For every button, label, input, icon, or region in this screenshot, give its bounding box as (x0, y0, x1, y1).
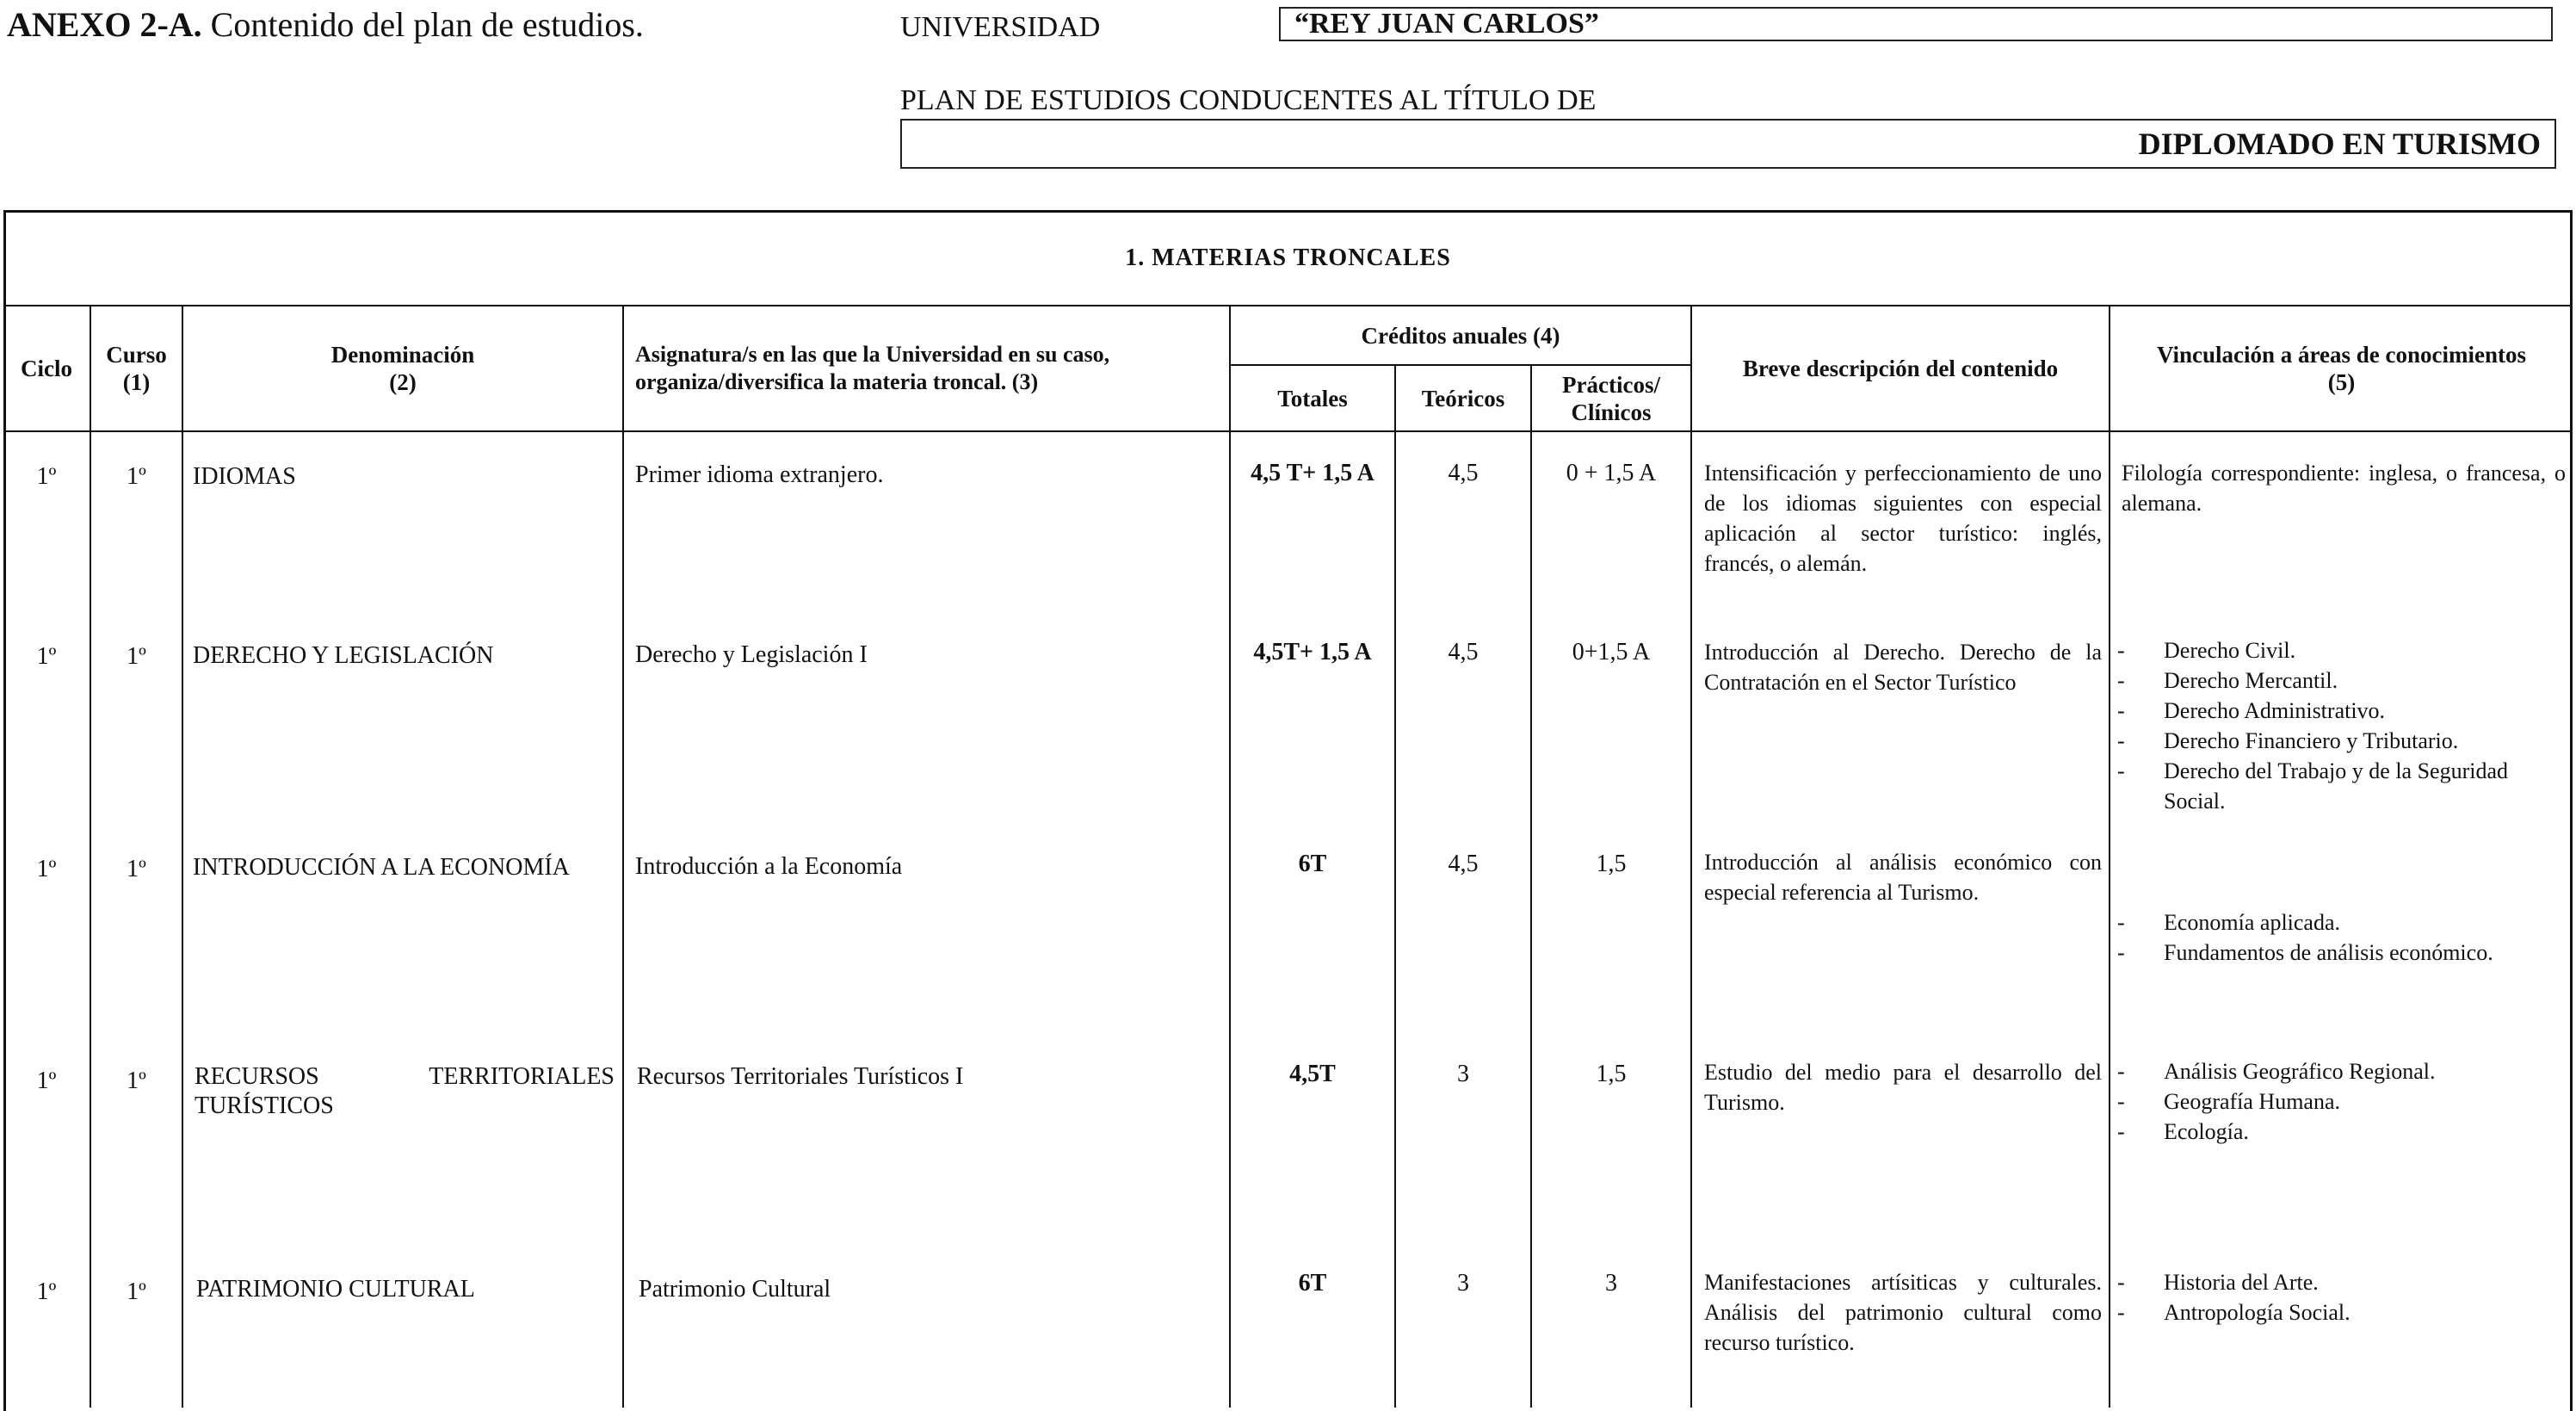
list-item: - Fundamentos de análisis económico. (2114, 938, 2570, 968)
list-item: - Antropología Social. (2114, 1297, 2570, 1327)
cell-vinculacion (2114, 1056, 2570, 1147)
cell-descripcion: Manifestaciones artísiticas y culturales. Análisis del patrimonio cultural como recurso turístico. (1704, 1270, 2102, 1355)
column-divider (182, 305, 183, 1408)
university-label: UNIVERSIDAD (900, 11, 1101, 43)
cell-denominacion: DERECHO Y LEGISLACIÓN (193, 642, 494, 669)
column-divider (1530, 364, 1532, 1408)
col-header-practicos: Prácticos/ Clínicos (1562, 371, 1660, 425)
list-item: - Derecho del Trabajo y de la Seguridad Social. (2114, 756, 2570, 816)
university-name: “REY JUAN CARLOS” (1279, 7, 2553, 41)
cell-ciclo: 1º (36, 1278, 57, 1305)
cell-denominacion: PATRIMONIO CULTURAL (196, 1276, 475, 1303)
cell-practicos: 1,5 (1596, 1061, 1627, 1087)
cell-curso: 1º (127, 1278, 146, 1305)
cell-asignatura: Patrimonio Cultural (639, 1276, 831, 1303)
cell-totales: 6T (1298, 851, 1327, 877)
column-divider (1394, 364, 1396, 1408)
list-item: - Historia del Arte. (2114, 1267, 2570, 1297)
cell-ciclo: 1º (36, 1068, 57, 1094)
annex-heading (7, 5, 644, 45)
cell-teoricos: 3 (1457, 1061, 1469, 1087)
cell-ciclo: 1º (36, 463, 57, 490)
col-header-denominacion (183, 306, 622, 430)
col-header-creditos: Créditos anuales (4) (1361, 322, 1560, 349)
annex-number: ANEXO 2-A. (7, 5, 202, 44)
annex-subtitle: Contenido del plan de estudios. (201, 5, 644, 44)
col-header-asignaturas: Asignatura/s en las que la Universidad en su caso, organiza/diversifica la materia troncal. (3) (635, 342, 1110, 394)
list-item: - Derecho Mercantil. (2114, 665, 2570, 696)
col-header-curso-label: Curso (106, 342, 167, 368)
cell-practicos: 1,5 (1596, 851, 1627, 877)
cell-teoricos: 3 (1457, 1270, 1469, 1297)
col-header-teoricos: Teóricos (1421, 385, 1505, 412)
col-header-curso (91, 306, 182, 430)
cell-totales: 4,5T (1289, 1061, 1336, 1087)
cell-asignatura: Primer idioma extranjero. (635, 461, 884, 488)
cell-denominacion: IDIOMAS (193, 463, 296, 490)
plan-label: PLAN DE ESTUDIOS CONDUCENTES AL TÍTULO DE (900, 84, 1597, 116)
cell-asignatura: Recursos Territoriales Turísticos I (637, 1063, 964, 1090)
cell-ciclo: 1º (36, 643, 57, 670)
cell-descripcion: Introducción al Derecho. Derecho de la Contratación en el Sector Turístico (1704, 640, 2102, 695)
col-header-denominacion-note: (2) (389, 369, 417, 395)
list-item: - Derecho Administrativo. (2114, 696, 2570, 726)
cell-descripcion: Estudio del medio para el desarrollo del Turismo. (1704, 1060, 2102, 1115)
cell-teoricos: 4,5 (1448, 460, 1479, 486)
degree-title: DIPLOMADO EN TURISMO (900, 119, 2556, 169)
cell-vinculacion (2114, 907, 2570, 968)
cell-curso: 1º (127, 1068, 146, 1094)
section-title: 1. MATERIAS TRONCALES (1125, 244, 1451, 271)
list-item: - Derecho Financiero y Tributario. (2114, 726, 2570, 756)
col-header-vinculacion-label: Vinculación a áreas de conocimientos (2157, 342, 2526, 368)
cell-curso: 1º (127, 463, 146, 490)
list-item: - Geografía Humana. (2114, 1086, 2570, 1117)
cell-teoricos: 4,5 (1448, 851, 1479, 877)
col-header-denominacion-label: Denominación (330, 342, 475, 368)
col-header-descripcion: Breve descripción del contenido (1742, 356, 2059, 381)
cell-denominacion: RECURSOS TERRITORIALES TURÍSTICOS (195, 1063, 615, 1119)
list-item: - Economía aplicada. (2114, 907, 2570, 938)
column-divider (2109, 305, 2110, 1408)
cell-totales: 4,5T+ 1,5 A (1253, 639, 1372, 665)
col-header-vinculacion-note: (5) (2327, 369, 2356, 395)
table-rule (3, 430, 2573, 432)
cell-denominacion: INTRODUCCIÓN A LA ECONOMÍA (193, 854, 570, 881)
cell-vinculacion (2114, 1267, 2570, 1327)
col-header-ciclo: Ciclo (21, 356, 72, 381)
cell-vinculacion: Filología correspondiente: inglesa, o francesa, o alemana. (2122, 461, 2566, 516)
list-item: - Derecho Civil. (2114, 635, 2570, 665)
cell-vinculacion (2114, 635, 2570, 816)
cell-totales: 4,5 T+ 1,5 A (1251, 460, 1374, 486)
col-header-curso-note: (1) (122, 369, 151, 395)
cell-practicos: 0+1,5 A (1572, 639, 1651, 665)
cell-curso: 1º (127, 856, 146, 882)
list-item: - Análisis Geográfico Regional. (2114, 1056, 2570, 1086)
col-header-vinculacion (2110, 306, 2573, 430)
list-item: - Ecología. (2114, 1117, 2570, 1147)
cell-descripcion: Introducción al análisis económico con especial referencia al Turismo. (1704, 850, 2102, 905)
cell-curso: 1º (127, 643, 146, 670)
cell-practicos: 0 + 1,5 A (1566, 460, 1657, 486)
column-divider (1690, 305, 1692, 1408)
cell-asignatura: Introducción a la Economía (635, 853, 903, 880)
cell-ciclo: 1º (36, 856, 57, 882)
cell-practicos: 3 (1605, 1270, 1617, 1297)
cell-asignatura: Derecho y Legislación I (635, 641, 868, 668)
cell-descripcion: Intensificación y perfeccionamiento de uno de los idiomas siguientes con especial aplicación al sector turístico: inglés, francés, o alemán. (1704, 461, 2102, 576)
cell-teoricos: 4,5 (1448, 639, 1479, 665)
cell-totales: 6T (1298, 1270, 1327, 1297)
col-header-totales: Totales (1277, 385, 1348, 412)
